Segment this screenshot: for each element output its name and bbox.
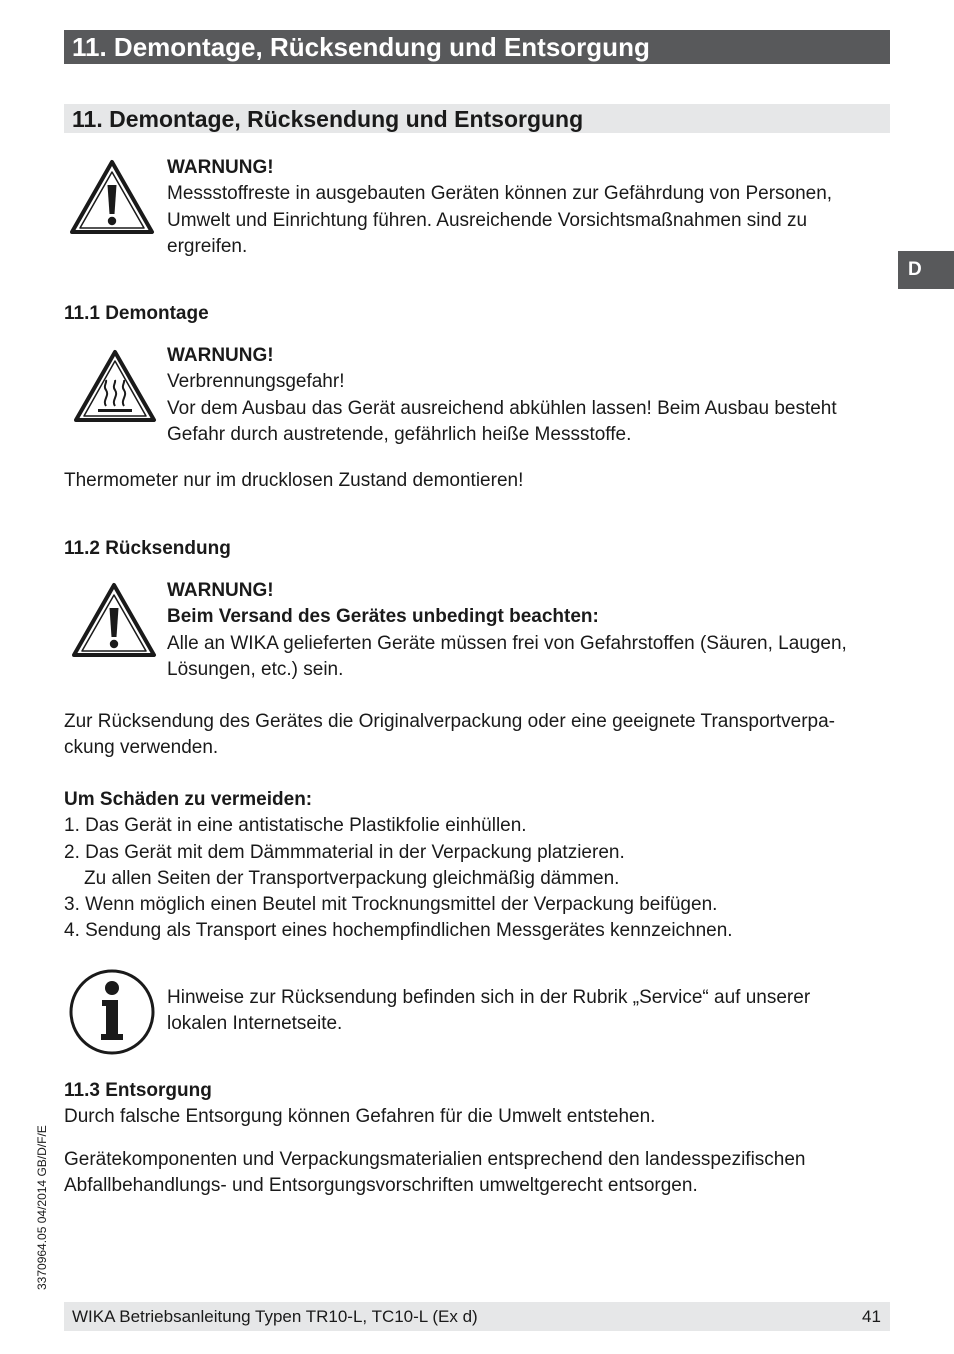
warning-text-line: Gefahr durch austretende, gefährlich heiße Messstoffe. [167,423,632,445]
ruecksendung-paragraph [64,709,835,762]
subsection-heading-demontage: 11.1 Demontage [64,303,209,324]
warning-triangle-icon [68,158,156,236]
warning-label: WARNUNG! [167,157,274,178]
warning-block-2 [167,343,837,448]
entsorgung-block [64,1078,655,1131]
warning-triangle-icon [70,581,158,659]
list-item: 3. Wenn möglich einen Beutel mit Trocknungsmittel der Verpackung beifügen. [64,894,718,916]
info-block [167,985,810,1038]
list-item: 1. Das Gerät in eine antistatische Plastikfolie einhüllen. [64,815,527,837]
section-title: 11. Demontage, Rücksendung und Entsorgung [64,104,890,133]
entsorgung-paragraph [64,1147,806,1200]
info-icon [68,968,156,1056]
warning-text-line: Alle an WIKA gelieferten Geräte müssen frei von Gefahrstoffen (Säuren, Laugen, [167,632,847,654]
warning-text-line: Verbrennungsgefahr! [167,371,345,393]
warning-text-line: Umwelt und Einrichtung führen. Ausreichende Vorsichtsmaßnahmen sind zu [167,209,808,231]
demontage-note: Thermometer nur im drucklosen Zustand demontieren! [64,470,524,491]
warning-label: WARNUNG! [167,580,274,601]
warning-bold-line: Beim Versand des Gerätes unbedingt beachten: [167,606,599,628]
info-text-line: lokalen Internetseite. [167,1013,343,1035]
paragraph-line: ckung verwenden. [64,737,219,759]
language-tab: D [898,251,954,289]
warning-text-line: Lösungen, etc.) sein. [167,658,344,680]
entsorgung-line: Durch falsche Entsorgung können Gefahren für die Umwelt entstehen. [64,1106,656,1128]
subsection-heading-ruecksendung: 11.2 Rücksendung [64,538,231,559]
paragraph-line: Gerätekomponenten und Verpackungsmaterialien entsprechend den landesspezifischen [64,1149,806,1170]
list-item: 4. Sendung als Transport eines hochempfindlichen Messgerätes kennzeichnen. [64,920,733,942]
list-item: 2. Das Gerät mit dem Dämmmaterial in der Verpackung platzieren. [64,841,625,863]
warning-text-line: ergreifen. [167,235,248,257]
warning-text-line: Messstoffreste in ausgebauten Geräten können zur Gefährdung von Personen, [167,183,833,205]
warning-text-line: Vor dem Ausbau das Gerät ausreichend abkühlen lassen! Beim Ausbau besteht [167,397,837,419]
document-code: 3370964.05 04/2014 GB/D/F/E [35,1125,49,1290]
paragraph-line: Abfallbehandlungs- und Entsorgungsvorschriften umweltgerecht entsorgen. [64,1175,698,1197]
avoid-damage-heading: Um Schäden zu vermeiden: [64,789,313,810]
info-text-line: Hinweise zur Rücksendung befinden sich in der Rubrik „Service“ auf unserer [167,987,811,1008]
footer-title: WIKA Betriebsanleitung Typen TR10-L, TC10-L (Ex d) [72,1307,478,1326]
hot-surface-icon [72,348,158,424]
list-item: Zu allen Seiten der Transportverpackung gleichmäßig dämmen. [84,867,620,889]
page-number: 41 [862,1307,881,1326]
subsection-heading-entsorgung: 11.3 Entsorgung [64,1080,212,1101]
warning-block-3 [167,578,847,683]
warning-block-1 [167,155,832,260]
avoid-damage-block [64,787,733,945]
warning-label: WARNUNG! [167,345,274,366]
page-header: 11. Demontage, Rücksendung und Entsorgung [64,30,890,64]
paragraph-line: Zur Rücksendung des Gerätes die Originalverpackung oder eine geeignete Transportverpa- [64,711,836,732]
